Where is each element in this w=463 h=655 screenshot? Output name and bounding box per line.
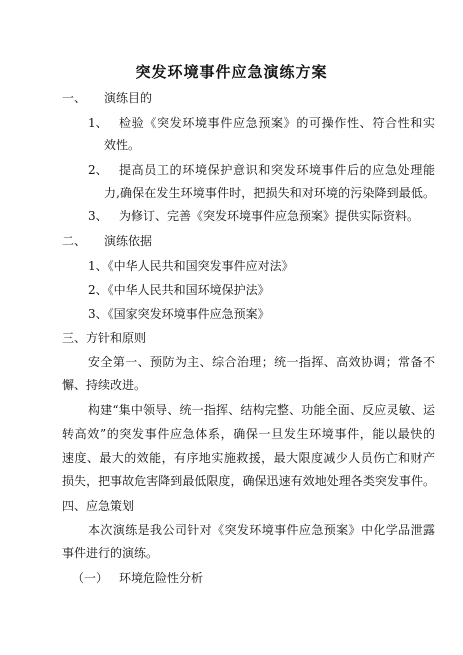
section-3-heading: 三、方针和原则 (62, 331, 147, 345)
s1-item-2-number: 2、 (88, 163, 108, 177)
section-4-heading: 四、应急策划 (62, 499, 135, 513)
s1-item-3-line-1: 为修订、完善《突发环境事件应急预案》提供实际资料。 (119, 209, 420, 223)
s4-subsection-number: （一） (72, 571, 109, 585)
s1-item-1-line-1: 检验《突发环境事件应急预案》的可操作性、符合性和实 (119, 116, 435, 130)
s3-p1-line-1: 安全第一、预防为主、综合治理；统一指挥、高效协调；常备不 (88, 355, 435, 369)
s3-p2-line-3: 速度、最大的效能，有序地实施救援，最大限度减少人员伤亡和财产 (62, 451, 435, 465)
s2-item-3: 3、《国家突发环境事件应急预案》 (88, 307, 270, 321)
s3-p2-line-4: 损失，把事故危害降到最低限度，确保迅速有效地处理各类突发事件。 (62, 474, 435, 488)
section-2-number: 二、 (62, 234, 87, 248)
s1-item-2-line-2: 力,确保在发生环境事件时，把损失和对环境的污染降到最低。 (104, 186, 435, 200)
s1-item-2-line-1: 提高员工的环境保护意识和突发环境事件后的应急处理能 (119, 163, 435, 177)
s2-item-2: 2、《中华人民共和国环境保护法》 (88, 283, 270, 297)
s4-subsection-heading: 环境危险性分析 (119, 571, 204, 585)
s1-item-1-line-2: 效性。 (104, 138, 141, 152)
section-2-heading: 演练依据 (104, 234, 153, 248)
section-1-heading: 演练目的 (104, 91, 153, 105)
s4-p1-line-1: 本次演练是我公司针对《突发环境事件应急预案》中化学品泄露 (88, 523, 435, 537)
s3-p2-line-1: 构建“集中领导、统一指挥、结构完整、功能全面、反应灵敏、运 (88, 403, 435, 417)
s3-p1-line-2: 懈、持续改进。 (62, 378, 147, 392)
document-title: 突发环境事件应急演练方案 (135, 63, 328, 81)
s2-item-1: 1、《中华人民共和国突发事件应对法》 (88, 259, 294, 273)
s4-p1-line-2: 事件进行的演练。 (62, 546, 159, 560)
s3-p2-line-2: 转高效”的突发事件应急体系，确保一旦发生环境事件，能以最快的 (62, 427, 435, 441)
section-1-number: 一、 (62, 91, 87, 105)
s1-item-1-number: 1、 (88, 116, 108, 130)
s1-item-3-number: 3、 (88, 209, 108, 223)
